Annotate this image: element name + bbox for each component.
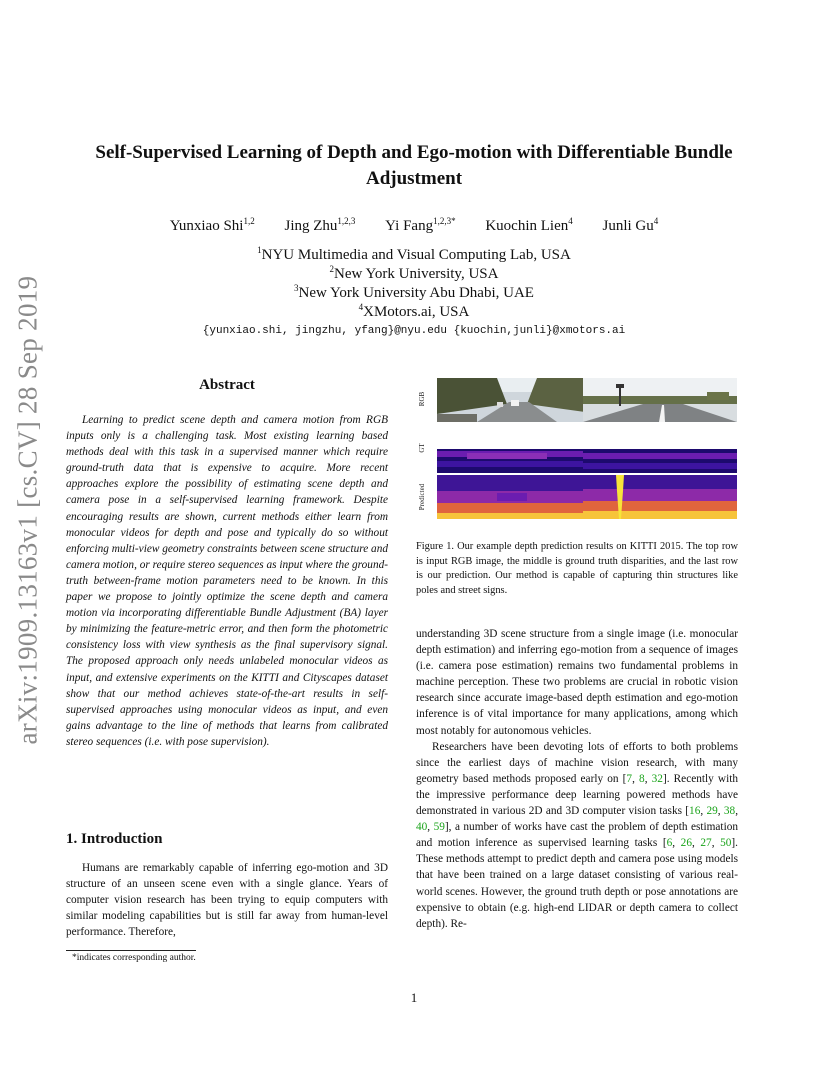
citation-link[interactable]: 7 bbox=[626, 772, 633, 785]
row-label-predicted: Predicted bbox=[418, 483, 426, 511]
affiliation: $^1$NYU Multimedia and Visual Computing Lab, USA bbox=[257, 245, 571, 263]
arxiv-identifier: arXiv:1909.13163v1 [cs.CV] 28 Sep 2019 bbox=[12, 275, 43, 745]
figure-1-caption: Figure 1. Our example depth prediction results on KITTI 2015. The top row is input RGB image, the middle is ground truth disparities, and the last row is our prediction. Our method is capable of capturing thin structures like poles and street signs. bbox=[416, 541, 738, 596]
author-emails: {yunxiao.shi, jingzhu, yfang}@nyu.edu {kuochin,junli}@xmotors.ai bbox=[202, 325, 626, 337]
citation-link[interactable]: 6 bbox=[666, 837, 673, 850]
introduction-paragraph: Humans are remarkably capable of inferring ego-motion and 3D structure of an unseen scene even with a single glance. Years of computer vision research has been trying to equip computers with similar modeling capabilities but is still far away from human-level performance. Therefore, bbox=[66, 862, 388, 939]
abstract-heading: Abstract bbox=[199, 377, 255, 393]
citation-link[interactable]: 40 bbox=[416, 821, 428, 834]
introduction-right-column bbox=[416, 626, 738, 932]
abstract-text: Learning to predict scene depth and camera motion from RGB inputs only is a challenging task. Most existing learning based methods deal with this task in a supervised manner which require ground-truth data that is expensive to acquire. More recent approaches explore the possibility of estimating scene depth and camera pose in a self-supervised learning framework. Despite encouraging results are shown, current methods either learn from monocular videos for depth and pose and typically do so without enforcing multi-view geometry constraints between scene structure and camera motion, or require stereo sequences as input where the ground-truth between-frame motion parameters need to be known. In this paper we propose to jointly optimize the scene depth and camera motion via incorporating differentiable Bundle Adjustment (BA) layer by minimizing the feature-metric error, and then form the photometric consistency loss with view synthesis as the final supervisory signal. The proposed approach only needs unlabeled monocular videos as input, and extensive experiments on the KITTI and Cityscapes dataset show that our method achieves state-of-the-art results in self-supervised approaches using monocular videos as input, and even gains advantage to the line of methods that learns from calibrated stereo sequences (i.e. with pose supervision). bbox=[66, 414, 389, 748]
citation-link[interactable]: 38 bbox=[723, 805, 736, 818]
citation-link[interactable]: 29 bbox=[706, 805, 718, 818]
author: Kuochin Lien$^4$ bbox=[485, 216, 573, 234]
footnote-divider bbox=[66, 950, 196, 951]
rgb-image-right bbox=[583, 378, 737, 422]
page-number: 1 bbox=[410, 990, 418, 1005]
gt-disparity-right bbox=[583, 439, 737, 473]
citation-link[interactable]: 26 bbox=[680, 837, 692, 850]
citation-link[interactable]: 59 bbox=[433, 821, 445, 834]
author: Junli Gu$^4$ bbox=[602, 216, 659, 234]
title-line-1: Self-Supervised Learning of Depth and Ego-motion with Differentiable Bundle bbox=[95, 142, 733, 163]
author-list bbox=[40, 218, 788, 235]
paper-title bbox=[40, 140, 788, 192]
section-heading-introduction: 1. Introduction bbox=[66, 831, 163, 847]
gt-disparity-left bbox=[437, 439, 585, 473]
predicted-depth-right bbox=[583, 475, 737, 519]
affiliation: $^3$New York University Abu Dhabi, UAE bbox=[294, 283, 534, 301]
citation-link[interactable]: 27 bbox=[700, 837, 712, 850]
author: Yi Fang$^{1,2,3*}$ bbox=[385, 216, 456, 234]
citation-link[interactable]: 16 bbox=[689, 805, 701, 818]
citation-link[interactable]: 32 bbox=[651, 772, 663, 785]
figure-1 bbox=[415, 378, 737, 523]
row-label-rgb: RGB bbox=[418, 391, 426, 407]
title-line-2: Adjustment bbox=[365, 168, 463, 189]
citation-link[interactable]: 50 bbox=[720, 837, 732, 850]
row-label-gt: GT bbox=[418, 443, 426, 453]
author: Yunxiao Shi$^{1,2}$ bbox=[169, 216, 255, 234]
affiliation: $^4$XMotors.ai, USA bbox=[358, 302, 470, 320]
rgb-image-left bbox=[437, 378, 585, 422]
author: Jing Zhu$^{1,2,3}$ bbox=[284, 216, 356, 234]
intro-paragraph-researchers: Researchers have been devoting lots of efforts to both problems since the earliest days of machine vision research, with many geometry based methods proposed early on [7, 8, 32]. Recently with the impressive performance deep learning powered methods have demonstrated in various 2D and 3D computer vision tasks [16, 29, 38, 40, 59], a number of works have cast the problem of depth estimation and motion inference as supervised learning tasks [6, 26, 27, 50]. These methods attempt to predict depth and camera pose using models that have been trained on a large dataset consisting of various real-world scenes. However, the ground truth depth or pose annotations are expensive to obtain (e.g. high-end LIDAR or depth camera to collect depth). Re- bbox=[416, 740, 739, 930]
footnote: *indicates corresponding author. bbox=[72, 953, 196, 963]
affiliation: $^2$New York University, USA bbox=[329, 264, 499, 282]
intro-paragraph-continued: understanding 3D scene structure from a single image (i.e. monocular depth estimation) and inferring ego-motion from a sequence of images (i.e. camera pose estimation) remains two fundamental problems in machine perception. These two problems are crucial in robotic vision research since accurate image-based depth estimation and ego-motion inference is of vital importance for many applications, among which most notably for autonomous vehicles. bbox=[416, 628, 738, 737]
predicted-depth-left bbox=[437, 475, 585, 519]
citation-link[interactable]: 8 bbox=[639, 772, 645, 785]
